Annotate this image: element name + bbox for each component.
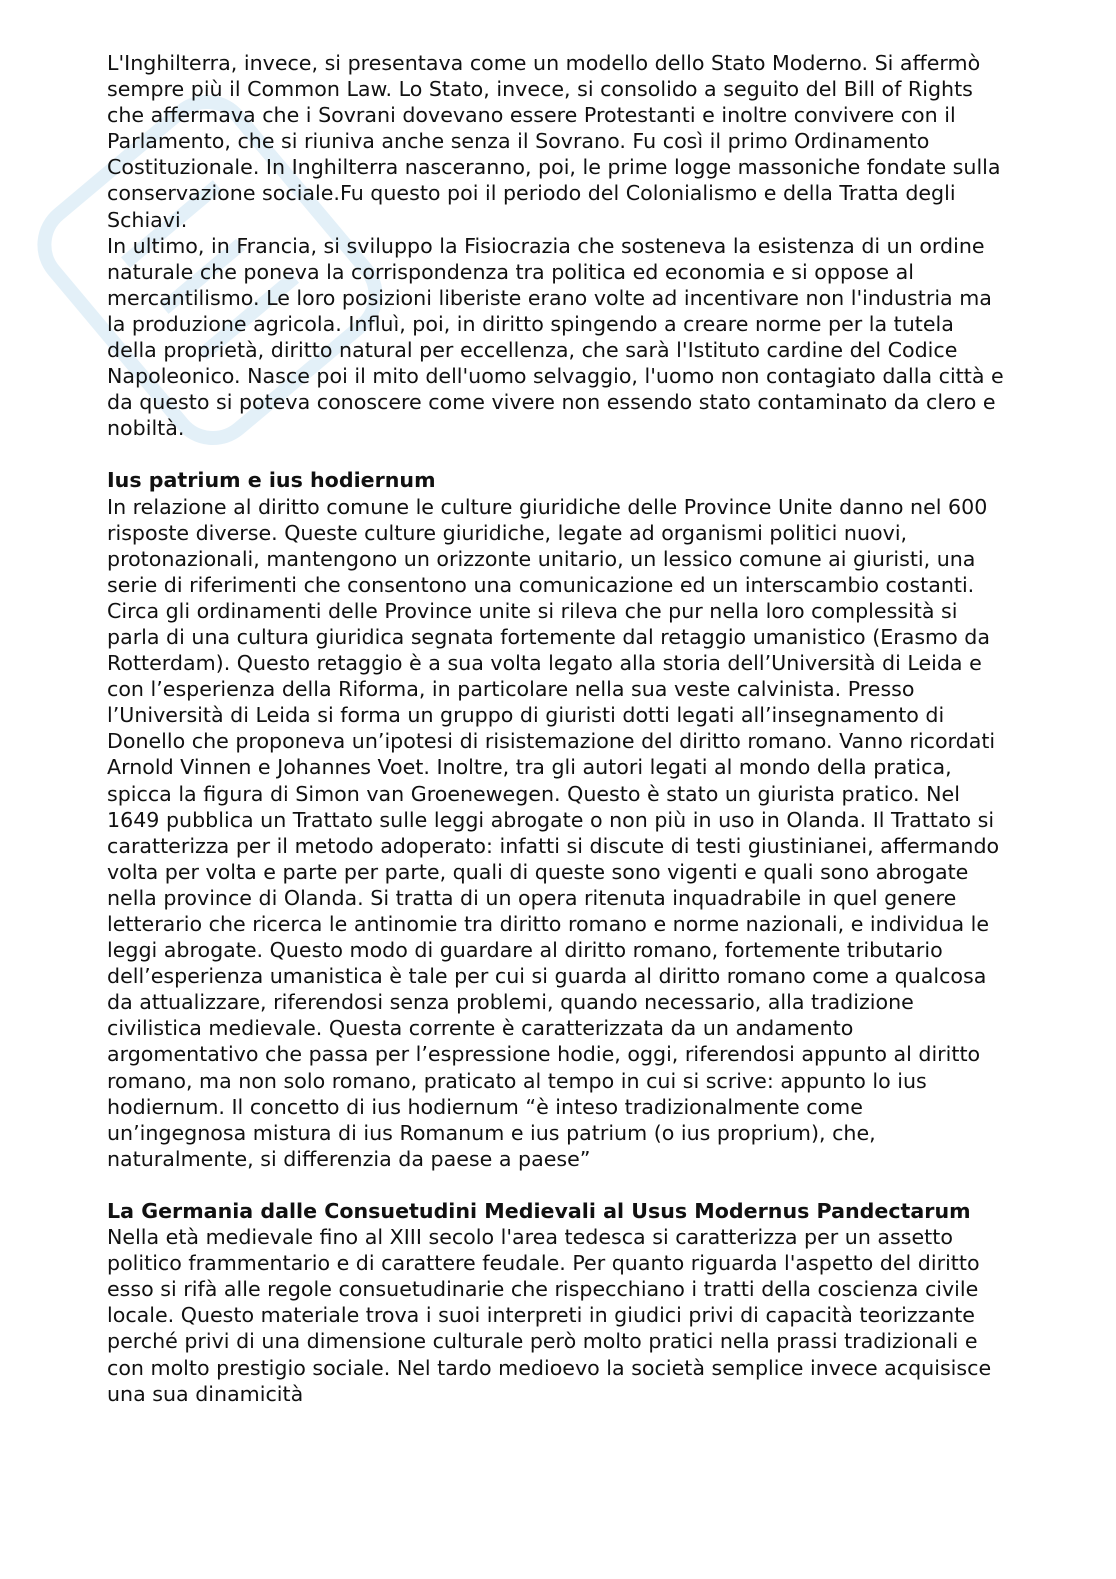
paragraph: L'Inghilterra, invece, si presentava come un modello dello Stato Moderno. Si affermò sempre più il Common Law. Lo Stato, invece, si consolido a seguito del Bill of Rights che affermava che i Sovrani dovevano essere Protestanti e inoltre convivere con il Parlamento, che si riuniva anche senza il Sovrano. Fu così il primo Ordinamento Costituzionale. In Inghilterra nasceranno, poi, le prime logge massoniche fondate sulla conservazione sociale.Fu questo poi il periodo del Colonialismo e della Tratta degli Schiavi. [107, 51, 1001, 232]
document-page [107, 50, 1007, 1407]
paragraph-spacer [107, 1172, 1007, 1198]
paragraph: In ultimo, in Francia, si sviluppo la Fisiocrazia che sosteneva la esistenza di un ordine naturale che poneva la corrispondenza tra politica ed economia e si oppose al mercantilismo. Le loro posizioni liberiste erano volte ad incentivare non l'industria ma la produzione agricola. Influì, poi, in diritto spingendo a creare norme per la tutela della proprietà, diritto natural per eccellenza, che sarà l'Istituto cardine del Codice Napoleonico. Nasce poi il mito dell'uomo selvaggio, l'uomo non contagiato dalla città e da questo si poteva conoscere come vivere non essendo stato contaminato da clero e nobiltà. [107, 233, 1004, 441]
paragraph: In relazione al diritto comune le culture giuridiche delle Province Unite danno nel 600 risposte diverse. Queste culture giuridiche, legate ad organismi politici nuovi, protonazionali, mantengono un orizzonte unitario, un lessico comune ai giuristi, una serie di riferimenti che consentono una comunicazione ed un interscambio costanti. Circa gli ordinamenti delle Province unite si rileva che pur nella loro complessità si parla di una cultura giuridica segnata fortemente dal retaggio umanistico (Erasmo da Rotterdam). Questo retaggio è a sua volta legato alla storia dell’Università di Leida e con l’esperienza della Riforma, in particolare nella sua veste calvinista. Presso l’Università di Leida si forma un gruppo di giuristi dotti legati all’insegnamento di Donello che proponeva un’ipotesi di risistemazione del diritto romano. Vanno ricordati Arnold Vinnen e Johannes Voet. Inoltre, tra gli autori legati al mondo della pratica, spicca la figura di Simon van Groenewegen. Questo è stato un giurista pratico. Nel 1649 pubblica un Trattato sulle leggi abrogate o non più in uso in Olanda. Il Trattato si caratterizza per il metodo adoperato: infatti si discute di testi giustinianei, affermando volta per volta e parte per parte, quali di queste sono vigenti e quali sono abrogate nella province di Olanda. Si tratta di un opera ritenuta inquadrabile in quel genere letterario che ricerca le antinomie tra diritto romano e norme nazionali, e individua le leggi abrogate. Questo modo di guardare al diritto romano, fortemente tributario dell’esperienza umanistica è tale per cui si guarda al diritto romano come a qualcosa da attualizzare, riferendosi senza problemi, quando necessario, alla tradizione civilistica medievale. Questa corrente è caratterizzata da un andamento argomentativo che passa per l’espressione hodie, oggi, riferendosi appunto al diritto romano, ma non solo romano, praticato al tempo in cui si scrive: appunto lo ius hodiernum. Il concetto di ius hodiernum “è inteso tradizionalmente come un’ingegnosa mistura di ius Romanum e ius patrium (o ius proprium), che, naturalmente, si differenzia da paese a paese” [107, 494, 1000, 1171]
paragraph: Nella età medievale fino al XIII secolo l'area tedesca si caratterizza per un assetto politico frammentario e di carattere feudale. Per quanto riguarda l'aspetto del diritto esso si rifà alle regole consuetudinarie che rispecchiano i tratti della coscienza civile locale. Questo materiale trova i suoi interpreti in giudici privi di capacità teorizzante perché privi di una dimensione culturale però molto pratici nella prassi tradizionali e con molto prestigio sociale. Nel tardo medioevo la società semplice invece acquisisce una sua dinamicità [107, 1225, 992, 1406]
section-heading: Ius patrium e ius hodiernum [107, 468, 436, 493]
section-heading: La Germania dalle Consuetudini Medievali al Usus Modernus Pandectarum [107, 1198, 971, 1223]
paragraph-spacer [107, 441, 1007, 467]
